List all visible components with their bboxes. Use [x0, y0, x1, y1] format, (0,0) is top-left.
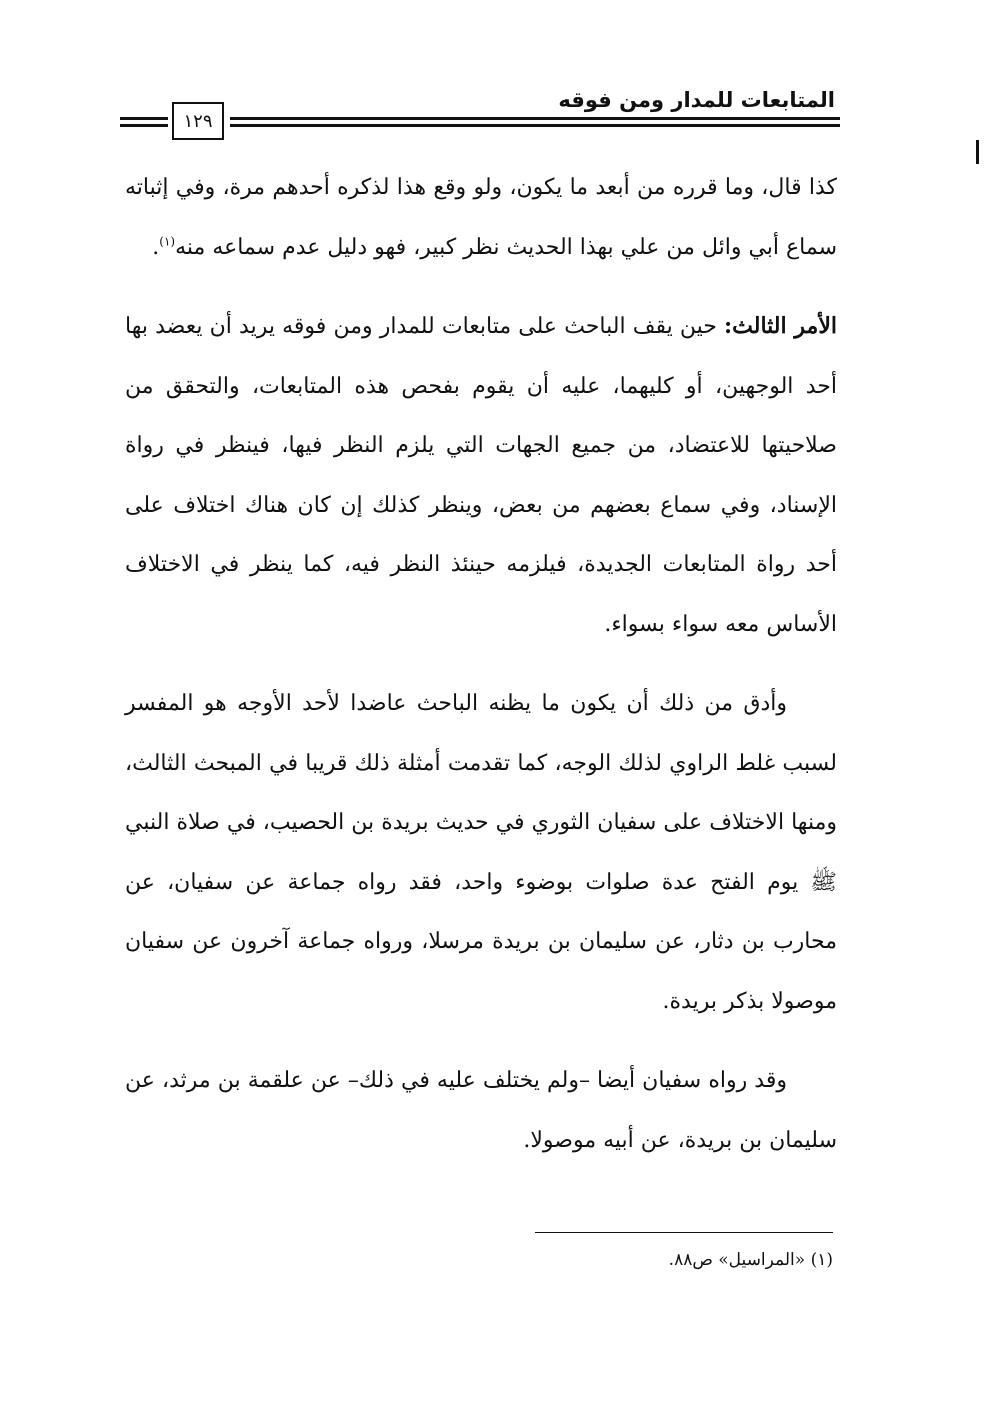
- paragraph-1-end: .: [152, 234, 160, 260]
- paragraph-1-text: كذا قال، وما قرره من أبعد ما يكون، ولو وقع هذا لذكره أحدهم مرة، وفي إثباته سماع أبي وائل من علي بهذا الحديث نظر كبير، فهو دليل عدم سماعه منه: [125, 175, 837, 260]
- header-rule-left-bottom: [120, 124, 168, 127]
- header-rule-right-top: [230, 117, 840, 120]
- paragraph-3: وأدق من ذلك أن يكون ما يظنه الباحث عاضدا لأحد الأوجه هو المفسر لسبب غلط الراوي لذلك الوجه، كما تقدمت أمثلة ذلك قريبا في المبحث الثالث، ومنها الاختلاف على سفيان الثوري في حديث بريدة بن الحصيب، في صلاة النبي ﷺ يوم الفتح عدة صلوات بوضوء واحد، فقد رواه جماعة عن سفيان، عن محارب بن دثار، عن سليمان بن بريدة مرسلا، ورواه جماعة آخرون عن سفيان موصولا بذكر بريدة.: [125, 691, 837, 1014]
- footnote-ref-1: (١): [159, 234, 176, 249]
- page-number: ١٢٩: [172, 102, 224, 140]
- margin-mark: [976, 140, 979, 164]
- header-rule-left-top: [120, 117, 168, 120]
- paragraph-2: [125, 297, 837, 654]
- paragraph-1: [125, 158, 837, 277]
- running-title: المتابعات للمدار ومن فوقه: [558, 88, 835, 112]
- paragraph-2-text: حين يقف الباحث على متابعات للمدار ومن فوقه يريد أن يعضد بها أحد الوجهين، أو كليهما، عليه أن يقوم بفحص هذه المتابعات، والتحقق من صلاحيتها للاعتضاد، من جميع الجهات التي يلزم النظر فيها، فينظر في رواة الإسناد، وفي سماع بعضهم من بعض، وينظر كذلك إن كان هناك اختلاف على أحد رواة المتابعات الجديدة، فيلزمه حينئذ النظر فيه، كما ينظر في الاختلاف الأساس معه سواء بسواء.: [125, 314, 837, 637]
- footnote-separator: [535, 1232, 833, 1233]
- footnote-1: (١) «المراسيل» ص٨٨.: [668, 1250, 833, 1270]
- main-text: [125, 158, 837, 1190]
- paragraph-4: وقد رواه سفيان أيضا –ولم يختلف عليه في ذلك– عن علقمة بن مرثد، عن سليمان بن بريدة، عن أبيه موصولا.: [125, 1068, 837, 1153]
- paragraph-2-heading: الأمر الثالث:: [724, 313, 837, 339]
- header-rule-right-bottom: [230, 124, 840, 127]
